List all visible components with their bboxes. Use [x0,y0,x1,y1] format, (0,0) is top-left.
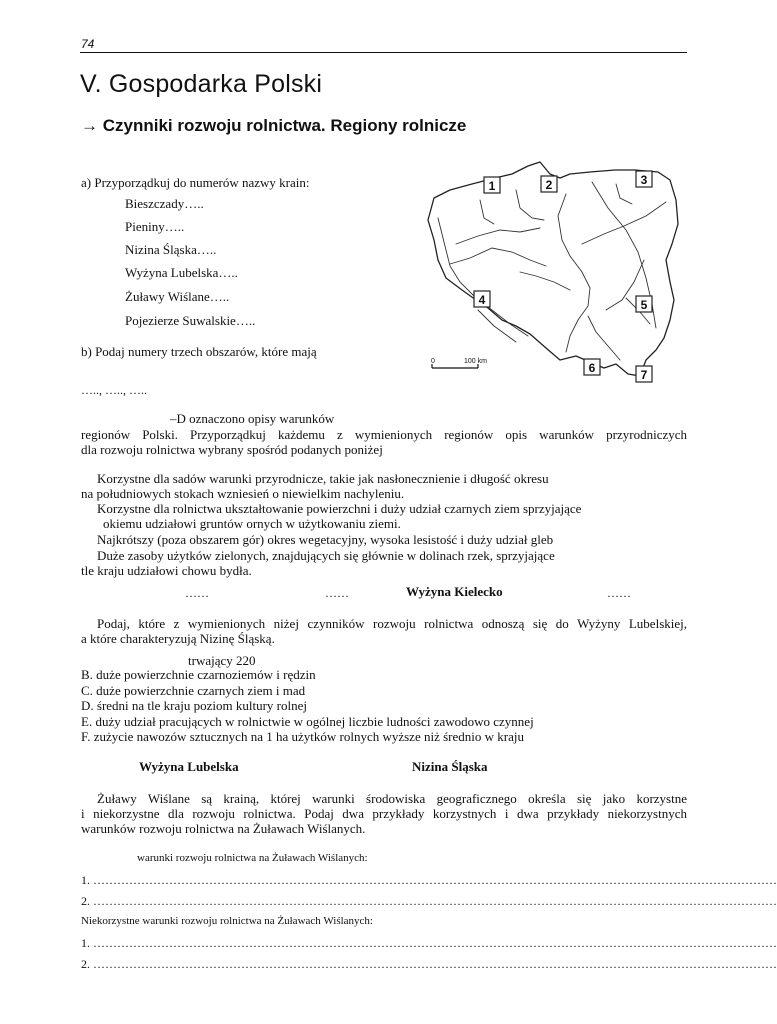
zulawy-intro-2: i niekorzystne dla rozwoju rolnictwa. Podaj dwa przykłady korzystnych i dwa przykłady niekorzystnych [81,806,687,821]
regions-intro-2: regionów Polski. Przyporządkuj każdemu z wymienionych regionów opis warunków przyrodniczych [81,427,687,442]
factor-option-a: trwający 220 [188,653,256,668]
section-title: → Czynniki rozwoju rolnictwa. Regiony rolnicze [81,116,467,135]
river-warta [450,248,546,266]
river-minor-4 [478,310,516,342]
river-san [588,316,620,360]
factor-option-f: F. zużycie nawozów sztucznych na 1 ha użytków rolnych wyższe niż średnio w kraju [81,729,524,744]
regions-intro-1: –D oznaczono opisy warunków [170,411,335,426]
river-minor-2 [480,200,494,224]
river-noteć [456,228,540,244]
region-description-1b: na południowych stokach wzniesień o niewielkim nachyleniu. [81,486,405,501]
region-label-kielecko: Wyżyna Kielecko [406,584,503,599]
map-scale-label: 100 km [464,358,487,365]
map-label-7: 7 [640,368,648,382]
factor-option-d: D. średni na tle kraju poziom kultury rolnej [81,698,308,713]
region-description-1a: Korzystne dla sadów warunki przyrodnicze, takie jak nasłonecznienie i długość okresu [97,471,549,486]
river-oder [438,218,528,336]
river-narew [582,202,666,244]
map-label-5: 5 [640,298,648,312]
column-heading-wyzyna-lubelska: Wyżyna Lubelska [139,759,239,774]
poland-border [428,162,678,376]
task-a-item: Pojezierze Suwalskie….. [125,313,256,328]
task-a-item: Bieszczady….. [125,196,204,211]
map-label-4: 4 [478,293,486,307]
header-rule [80,52,687,53]
region-answer-dots-1: …… [185,586,209,600]
task-a-item: Wyżyna Lubelska….. [125,265,238,280]
map-scale-zero: 0 [431,358,435,365]
region-description-2a: Korzystne dla rolnictwa ukształtowanie powierzchni i duży udział czarnych ziem sprzyjające [97,501,582,516]
region-description-4b: tle kraju udziałowi chowu bydła. [81,563,252,578]
region-description-2b: okiemu udziałowi gruntów ornych w użytkowaniu ziemi. [103,516,401,531]
poland-map [420,160,688,388]
map-label-3: 3 [640,173,648,187]
task-a-item: Nizina Śląska….. [125,242,217,257]
factor-option-e: E. duży udział pracujących w rolnictwie w ogólnej liczbie ludności zawodowo czynnej [81,714,534,729]
factor-option-b: B. duże powierzchnie czarnoziemów i rędzin [81,667,316,682]
task-b-prompt: b) Podaj numery trzech obszarów, które mają [81,344,317,359]
map-label-2: 2 [545,178,553,192]
region-description-4a: Duże zasoby użytków zielonych, znajdujących się głównie w dolinach rzek, sprzyjające [97,548,555,563]
regions-intro-3: dla rozwoju rolnictwa wybrany spośród podanych poniżej [81,442,383,457]
answer-line[interactable]: 1. ……………………………………………………………………………………………………………………………………………………… [81,936,777,950]
negative-conditions-heading: Niekorzystne warunki rozwoju rolnictwa na Żuławach Wiślanych: [81,915,373,927]
map-label-1: 1 [488,179,496,193]
task-a-item: Żuławy Wiślane….. [125,289,230,304]
task-a-prompt: a) Przyporządkuj do numerów nazwy krain: [81,175,310,190]
answer-line[interactable]: 2. ……………………………………………………………………………………………………………………………………………………… [81,894,777,908]
page-number: 74 [81,37,95,51]
chapter-title: V. Gospodarka Polski [80,70,323,98]
factor-option-c: C. duże powierzchnie czarnych ziem i mad [81,683,306,698]
answer-line[interactable]: 1. ……………………………………………………………………………………………………………………………………………………… [81,873,777,887]
factors-intro-1: Podaj, które z wymienionych niżej czynników rozwoju rolnictwa odnoszą się do Wyżyny Lubelskiej, [97,616,687,631]
zulawy-intro-3: warunków rozwoju rolnictwa na Żuławach Wiślanych. [81,821,366,836]
task-a-item: Pieniny….. [125,219,185,234]
map-label-6: 6 [588,361,596,375]
zulawy-intro-1: Żuławy Wiślane są krainą, której warunki środowiska geograficznego określa się jako korzystne [97,791,687,806]
river-pilica [520,272,570,290]
river-minor-3 [616,184,632,204]
factors-intro-2: a które charakteryzują Nizinę Śląską. [81,631,275,646]
river-vistula [558,194,590,352]
region-description-3: Najkrótszy (poza obszarem gór) okres wegetacyjny, wysoka lesistość i duży udział gleb [97,532,554,547]
region-answer-dots-3: …… [607,586,631,600]
river-minor-1 [516,190,544,220]
column-heading-nizina-slaska: Nizina Śląska [412,759,488,774]
task-b-answer-dots: ….., ….., ….. [81,383,147,397]
positive-conditions-heading: warunki rozwoju rolnictwa na Żuławach Wiślanych: [137,852,368,864]
answer-line[interactable]: 2. ……………………………………………………………………………………………………………………………………………………… [81,957,777,971]
region-answer-dots-2: …… [325,586,349,600]
